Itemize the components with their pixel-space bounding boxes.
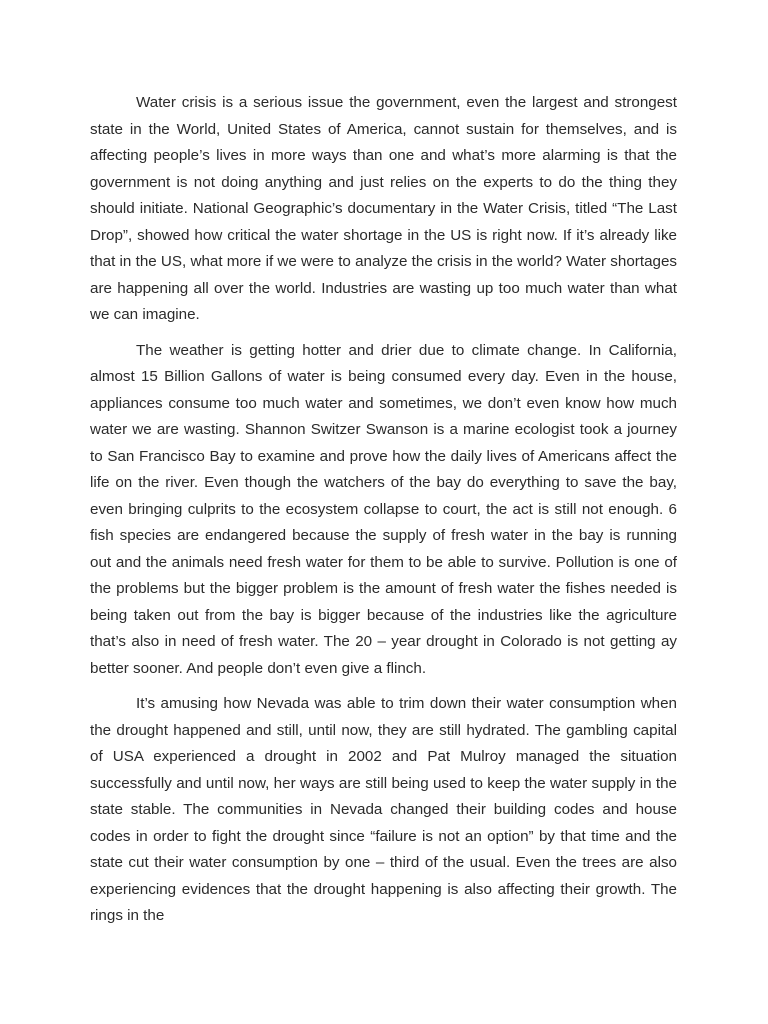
paragraph: It’s amusing how Nevada was able to trim down their water consumption when the drought happened and still, until now, they are still hydrated. The gambling capital of USA experienced a drought in 2002 and Pat Mulroy managed the situation successfully and until now, her ways are still being used to keep the water supply in the state stable. The communities in Nevada changed their building codes and house codes in order to fight the drought since “failure is not an option” by that time and the state cut their water consumption by one – third of the usual. Even the trees are also experiencing evidences that the drought happening is also affecting their growth. The rings in the	[90, 695, 677, 924]
paragraph: The weather is getting hotter and drier due to climate change. In California, almost 15 Billion Gallons of water is being consumed every day. Even in the house, appliances consume too much water and sometimes, we don’t even know how much water we are wasting. Shannon Switzer Swanson is a marine ecologist took a journey to San Francisco Bay to examine and prove how the daily lives of Americans affect the life on the river. Even though the watchers of the bay do everything to save the bay, even bringing culprits to the ecosystem collapse to court, the act is still not enough. 6 fish species are endangered because the supply of fresh water in the bay is running out and the animals need fresh water for them to be able to survive. Pollution is one of the problems but the bigger problem is the amount of fresh water the fishes needed is being taken out from the bay is bigger because of the industries like the agriculture that’s also in need of fresh water. The 20 – year drought in Colorado is not getting ay better sooner. And people don’t even give a flinch.	[90, 341, 677, 677]
paragraph: Water crisis is a serious issue the government, even the largest and strongest state in the World, United States of America, cannot sustain for themselves, and is affecting people’s lives in more ways than one and what’s more alarming is that the government is not doing anything and just relies on the experts to do the thing they should initiate. National Geographic’s documentary in the Water Crisis, titled “The Last Drop”, showed how critical the water shortage in the US is right now. If it’s already like that in the US, what more if we were to analyze the crisis in the world? Water shortages are happening all over the world. Industries are wasting up too much water than what we can imagine.	[90, 94, 677, 323]
document-body	[90, 90, 677, 939]
